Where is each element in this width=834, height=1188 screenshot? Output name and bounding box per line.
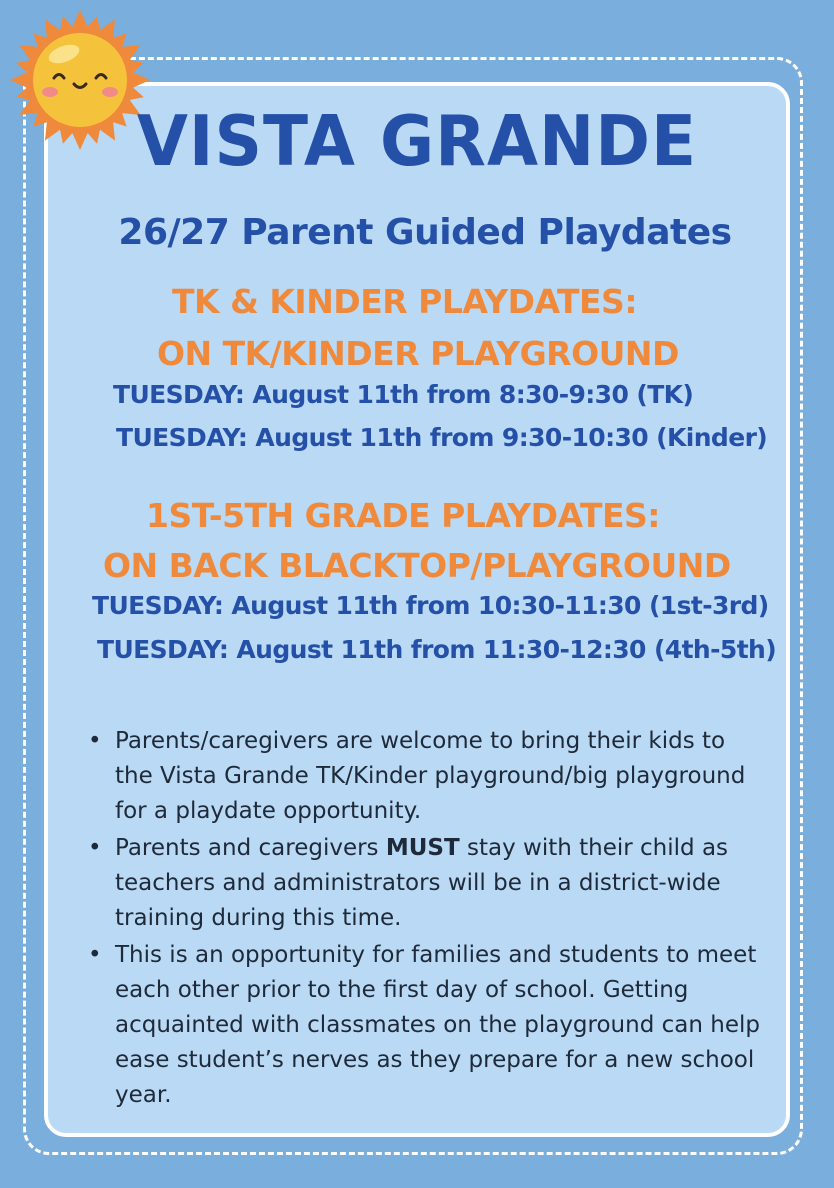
tk-session-1: TUESDAY: August 11th from 8:30-9:30 (TK) <box>113 380 694 409</box>
tk-session-2: TUESDAY: August 11th from 9:30-10:30 (Kinder) <box>116 423 768 452</box>
bullet-text: Parents and caregivers <box>115 835 386 861</box>
bullet-text: stay with their child as teachers and administrators will be in a district-wide training during this time. <box>115 835 729 931</box>
tk-section-location: ON TK/KINDER PLAYGROUND <box>157 334 679 373</box>
list-item: • This is an opportunity for families and students to meet each other prior to the first day of school. Getting acquainted with classmates on the playground can help ease student’s nerves as they prepare for a new school year. <box>88 938 768 1113</box>
page-subtitle: 26/27 Parent Guided Playdates <box>118 212 732 253</box>
list-item: • Parents/caregivers are welcome to bring their kids to the Vista Grande TK/Kinder playground/big playground for a playdate opportunity. <box>88 724 768 829</box>
grade-session-1: TUESDAY: August 11th from 10:30-11:30 (1st-3rd) <box>92 591 769 620</box>
tk-section-heading: TK & KINDER PLAYDATES: <box>172 282 638 321</box>
grade-section-heading: 1ST-5TH GRADE PLAYDATES: <box>146 496 661 535</box>
grade-session-2: TUESDAY: August 11th from 11:30-12:30 (4th-5th) <box>97 635 777 664</box>
page-title: VISTA GRANDE <box>136 101 698 182</box>
grade-section-location: ON BACK BLACKTOP/PLAYGROUND <box>103 546 731 585</box>
list-item <box>88 831 768 936</box>
info-bullet-list <box>88 724 768 1115</box>
must-emphasis: MUST <box>385 835 460 861</box>
